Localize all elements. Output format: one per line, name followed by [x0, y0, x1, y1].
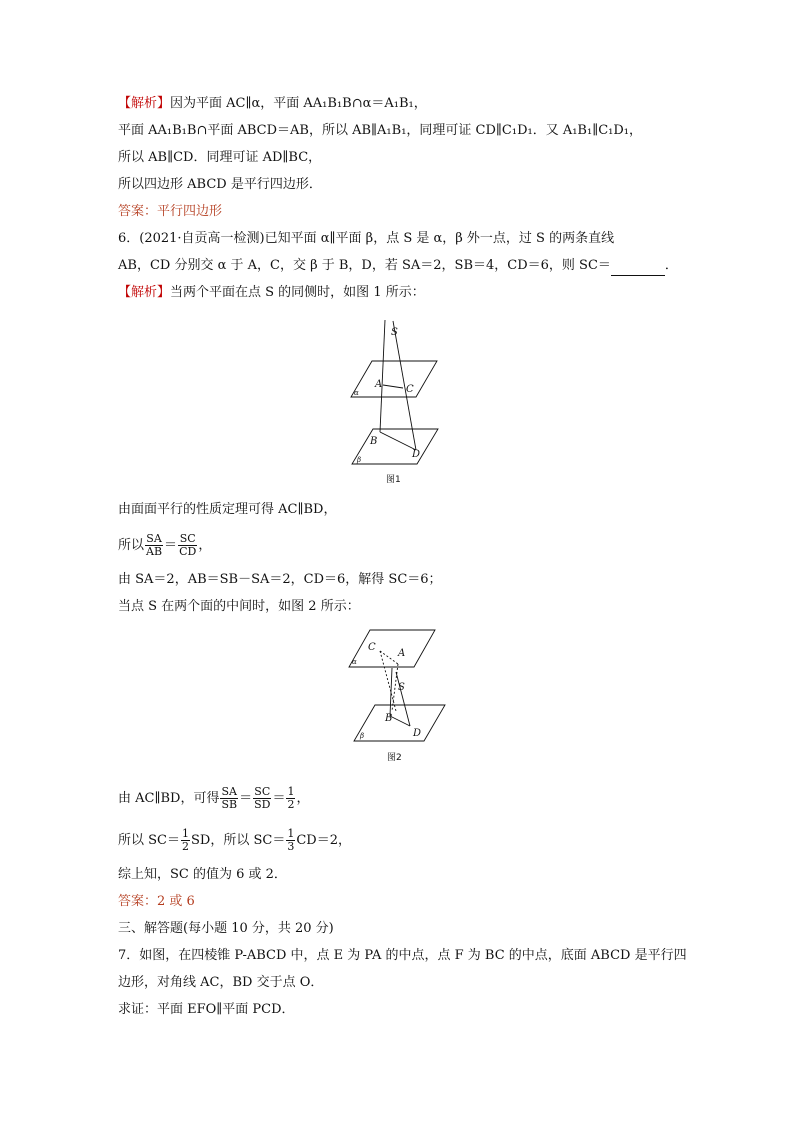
figure-1: [340, 312, 450, 487]
equals-sign: ＝: [272, 791, 286, 806]
plane-beta: [352, 429, 438, 464]
given-text: 由 AC∥BD，可得: [118, 791, 220, 806]
prev-solution-line-3: 所以 AB∥CD．同理可证 AD∥BC，: [118, 150, 322, 165]
prev-solution-text-1: 因为平面 AC∥α，平面 AA₁B₁B∩α＝A₁B₁，: [170, 96, 427, 111]
label-S: S: [391, 327, 398, 338]
fraction-sc-sd: $\frac{SC}{SD}$: [254, 785, 271, 811]
fraction-one-half: $\frac{1}{2}$: [182, 827, 189, 853]
label-D: D: [412, 449, 421, 460]
label-alpha: α: [352, 658, 357, 666]
plane-alpha: [349, 630, 435, 667]
q6-line-1: 6．(2021·自贡高一检测)已知平面 α∥平面 β，点 S 是 α，β 外一点，过 S 的两条直线: [118, 231, 615, 246]
fraction-one-third: $\frac{1}{3}$: [287, 827, 295, 853]
solution-line-2: 由面面平行的性质定理可得 AC∥BD，: [118, 502, 337, 517]
label-beta: β: [360, 732, 365, 740]
plane-beta: [354, 705, 445, 741]
solution-line-4: 由 SA＝2，AB＝SB－SA＝2，CD＝6，解得 SC＝6；: [118, 572, 442, 587]
comma: ，: [198, 538, 212, 553]
fraction-sa-ab: $\frac{SA}{AB}$: [146, 532, 163, 558]
figure-2: [340, 626, 450, 766]
prev-solution-line-2: 平面 AA₁B₁B∩平面 ABCD＝AB，所以 AB∥A₁B₁，同理可证 CD∥C₁D₁．又 A₁B₁∥C₁D₁，: [118, 123, 642, 138]
line-CS-dashed: [380, 651, 396, 711]
answer-blank: [611, 262, 665, 276]
figure-1-caption: 图1: [386, 475, 401, 485]
solution-line-8: 综上知，SC 的值为 6 或 2．: [118, 867, 287, 882]
solution-line-7: [118, 828, 351, 853]
so-text: 所以: [118, 538, 145, 553]
prev-solution-line-1: [118, 94, 427, 114]
q6-text: AB，CD 分别交 α 于 A，C，交 β 于 B，D，若 SA＝2，SB＝4，CD＝6，则 SC＝: [118, 258, 611, 273]
label-beta: β: [357, 456, 362, 464]
equals-sign: ＝: [239, 791, 253, 806]
q6-line-2: [118, 256, 678, 276]
fraction-one-half: $\frac{1}{2}$: [287, 785, 295, 811]
label-S: S: [398, 682, 405, 693]
label-C: C: [368, 642, 376, 653]
label-B: B: [370, 436, 378, 447]
solution-text-1: 当两个平面在点 S 的同侧时，如图 1 所示：: [170, 285, 425, 300]
solution-line-5: 当点 S 在两个面的中间时，如图 2 所示：: [118, 599, 360, 614]
sd-text: SD，所以 SC＝: [191, 833, 286, 848]
label-B: B: [385, 713, 393, 724]
line-SD: [396, 672, 410, 726]
q6-period: ．: [664, 258, 678, 273]
line-SB: [380, 320, 385, 432]
equals-sign: ＝: [164, 538, 178, 553]
q7-line-3: 求证：平面 EFO∥平面 PCD．: [118, 1002, 295, 1017]
solution-tag: 【解析】: [118, 96, 171, 111]
plane-alpha: [351, 361, 437, 397]
q7-line-2: 边形，对角线 AC，BD 交于点 O．: [118, 975, 324, 990]
solution-line-6: [118, 786, 309, 811]
prev-answer: 答案：平行四边形: [118, 204, 223, 219]
solution-line-3: [118, 533, 211, 558]
line-SB: [390, 668, 392, 716]
section-3-title: 三、解答题(每小题 10 分，共 20 分): [118, 921, 334, 936]
label-alpha: α: [354, 389, 359, 397]
fraction-sa-sb: $\frac{SA}{SB}$: [221, 785, 238, 811]
segment-BD: [390, 716, 410, 726]
segment-BD: [380, 432, 416, 450]
answer-line: 答案：2 或 6: [118, 894, 195, 909]
comma: ，: [296, 791, 310, 806]
solution-line-1: [118, 283, 425, 303]
label-A: A: [398, 648, 406, 659]
solution-tag: 【解析】: [118, 285, 171, 300]
figure-2-caption: 图2: [387, 753, 402, 763]
q7-line-1: 7．如图，在四棱锥 P-ABCD 中，点 E 为 PA 的中点，点 F 为 BC 的中点，底面 ABCD 是平行四: [118, 948, 687, 963]
cd-result-text: CD＝2，: [296, 833, 351, 848]
fraction-sc-cd: $\frac{SC}{CD}$: [179, 532, 197, 558]
segment-AC: [383, 385, 403, 388]
label-C: C: [406, 384, 414, 395]
prev-solution-line-4: 所以四边形 ABCD 是平行四边形．: [118, 177, 322, 192]
so-sc-text: 所以 SC＝: [118, 833, 180, 848]
segment-CA-dashed: [380, 651, 398, 664]
label-D: D: [413, 728, 422, 739]
label-A: A: [375, 379, 383, 390]
